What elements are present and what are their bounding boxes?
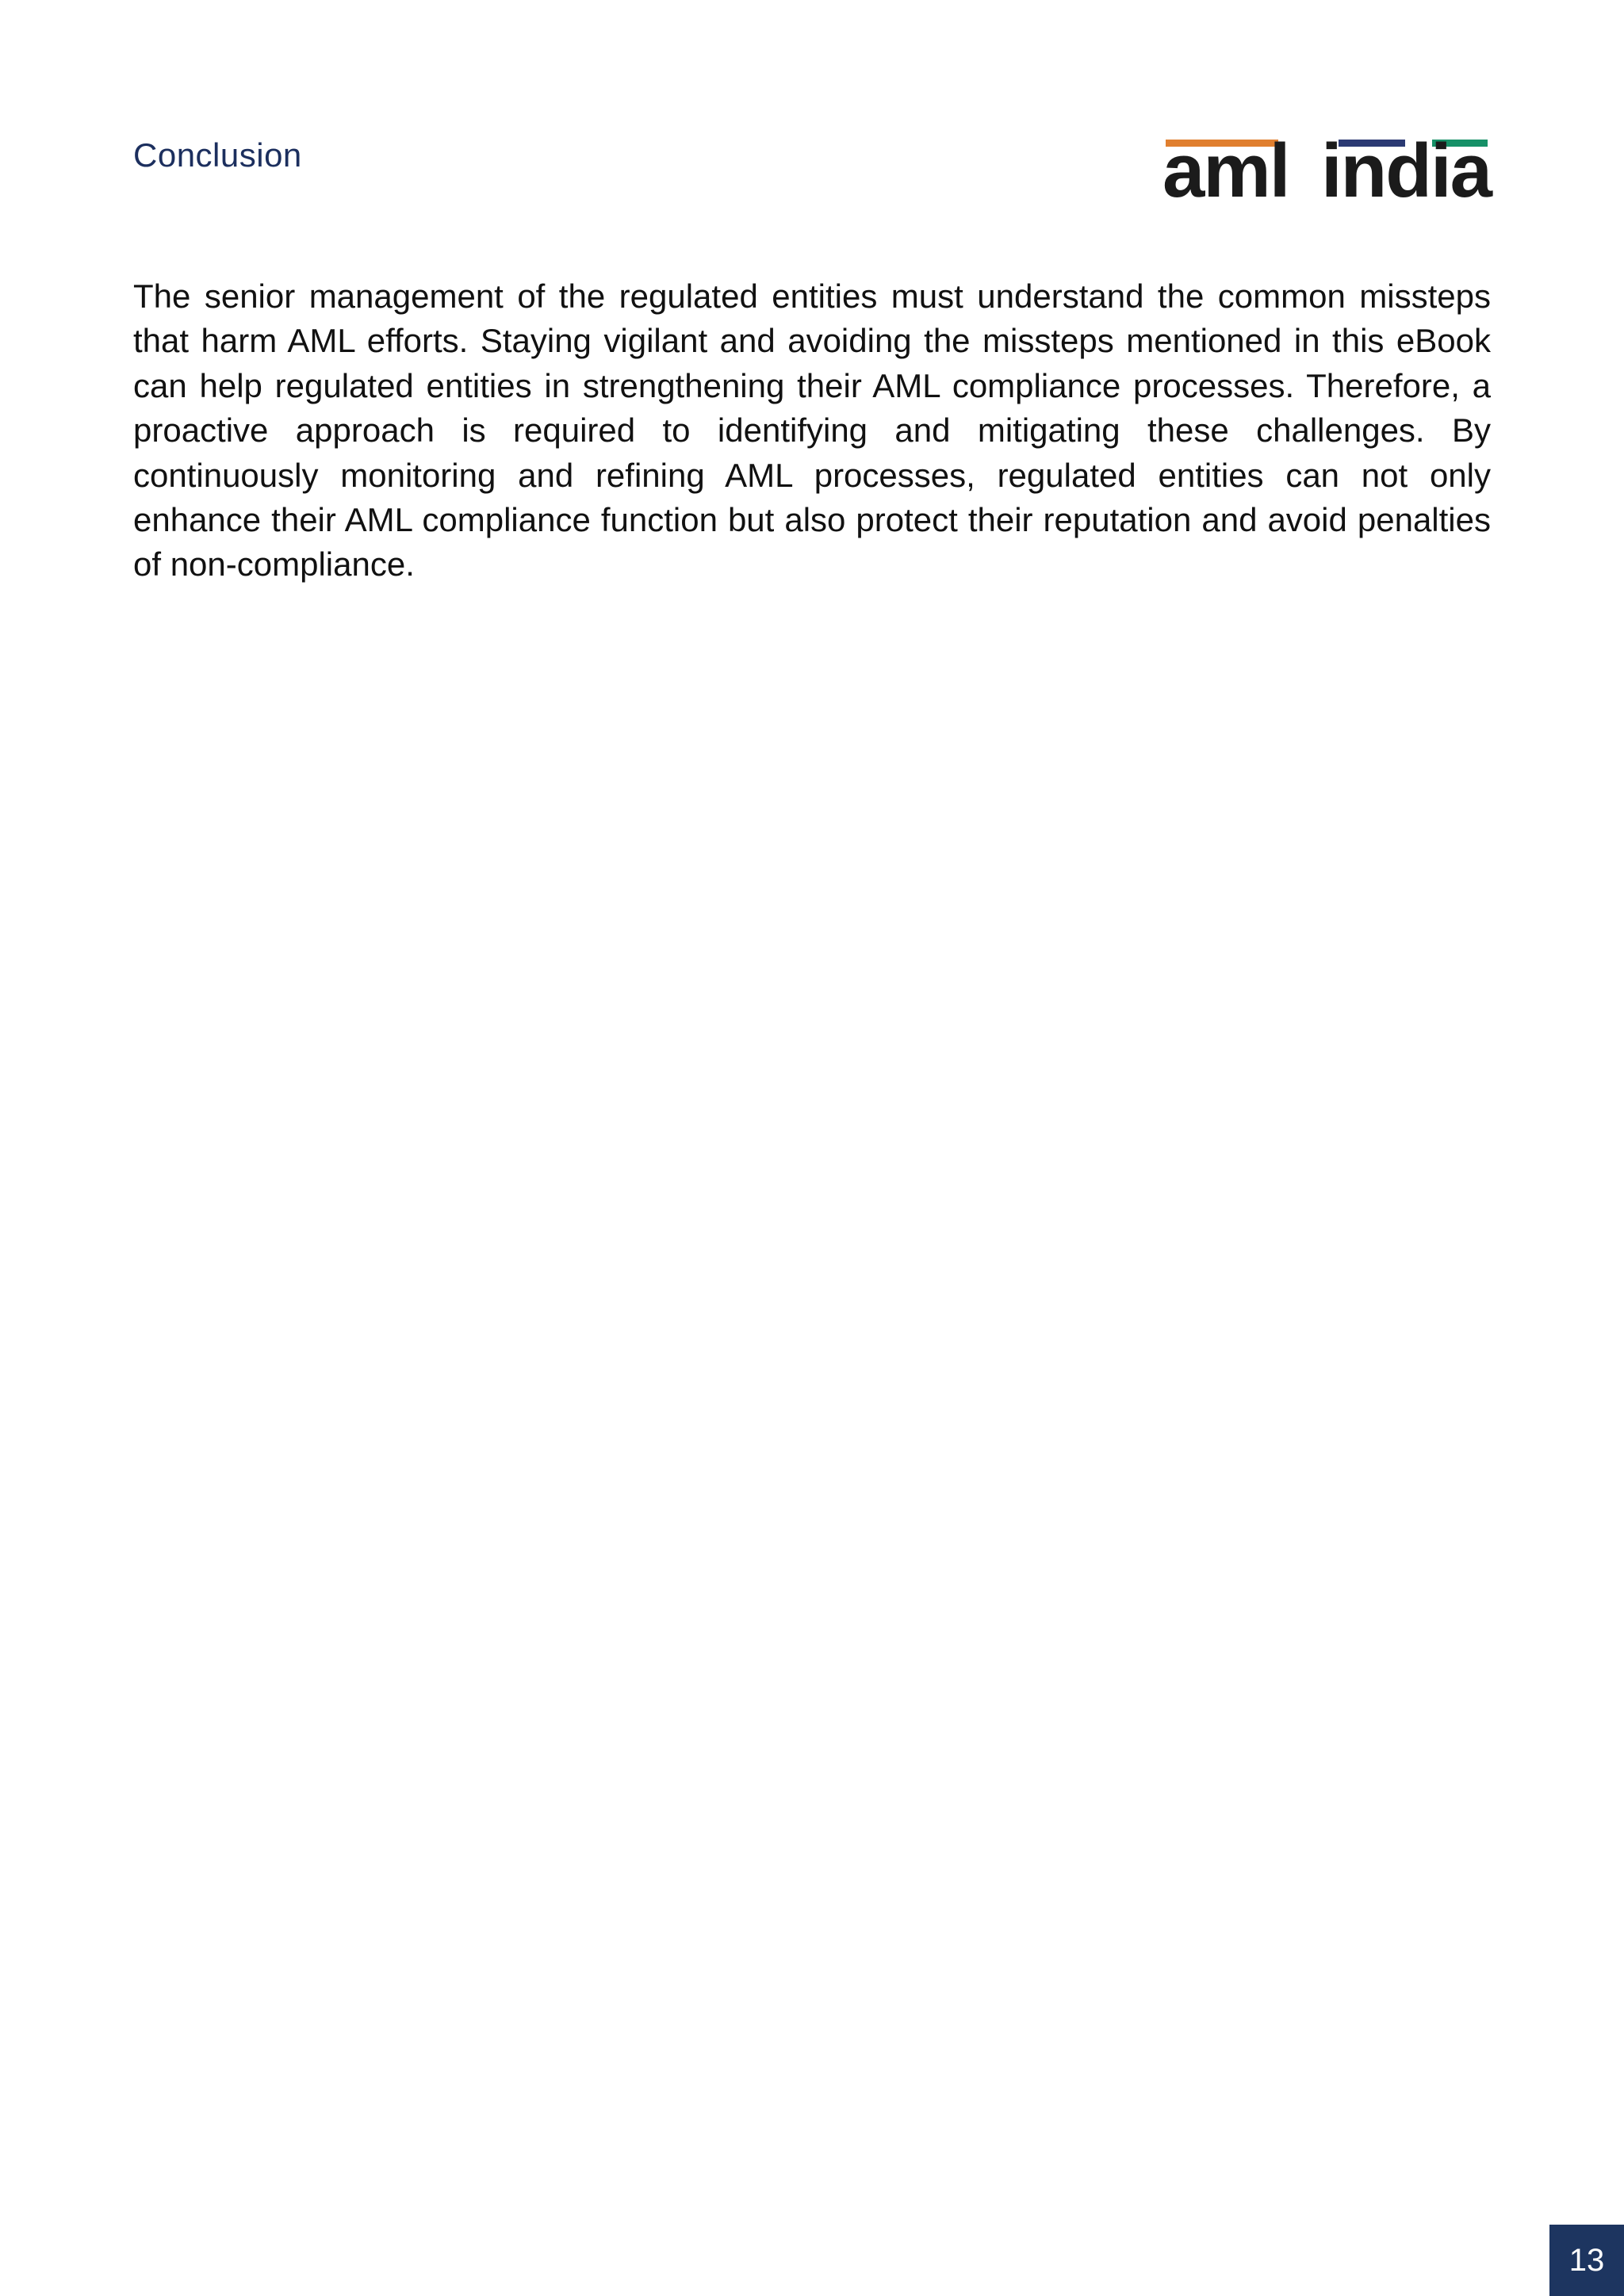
section-title: Conclusion [133, 136, 302, 174]
logo-wordmark: aml india [1162, 128, 1491, 213]
page-number: 13 [1549, 2225, 1624, 2296]
conclusion-paragraph: The senior management of the regulated entities must understand the common missteps that harm AML efforts. Staying vigilant and avoiding the missteps mentioned in this eBook can help regulated entities in strengthening their AML compliance processes. Therefore, a proactive approach is required to identifying and mitigating these challenges. By continuously monitoring and refining AML processes, regulated entities can not only enhance their AML compliance function but also protect their reputation and avoid penalties of non-compliance. [133, 277, 1491, 584]
aml-india-logo [1162, 128, 1491, 213]
